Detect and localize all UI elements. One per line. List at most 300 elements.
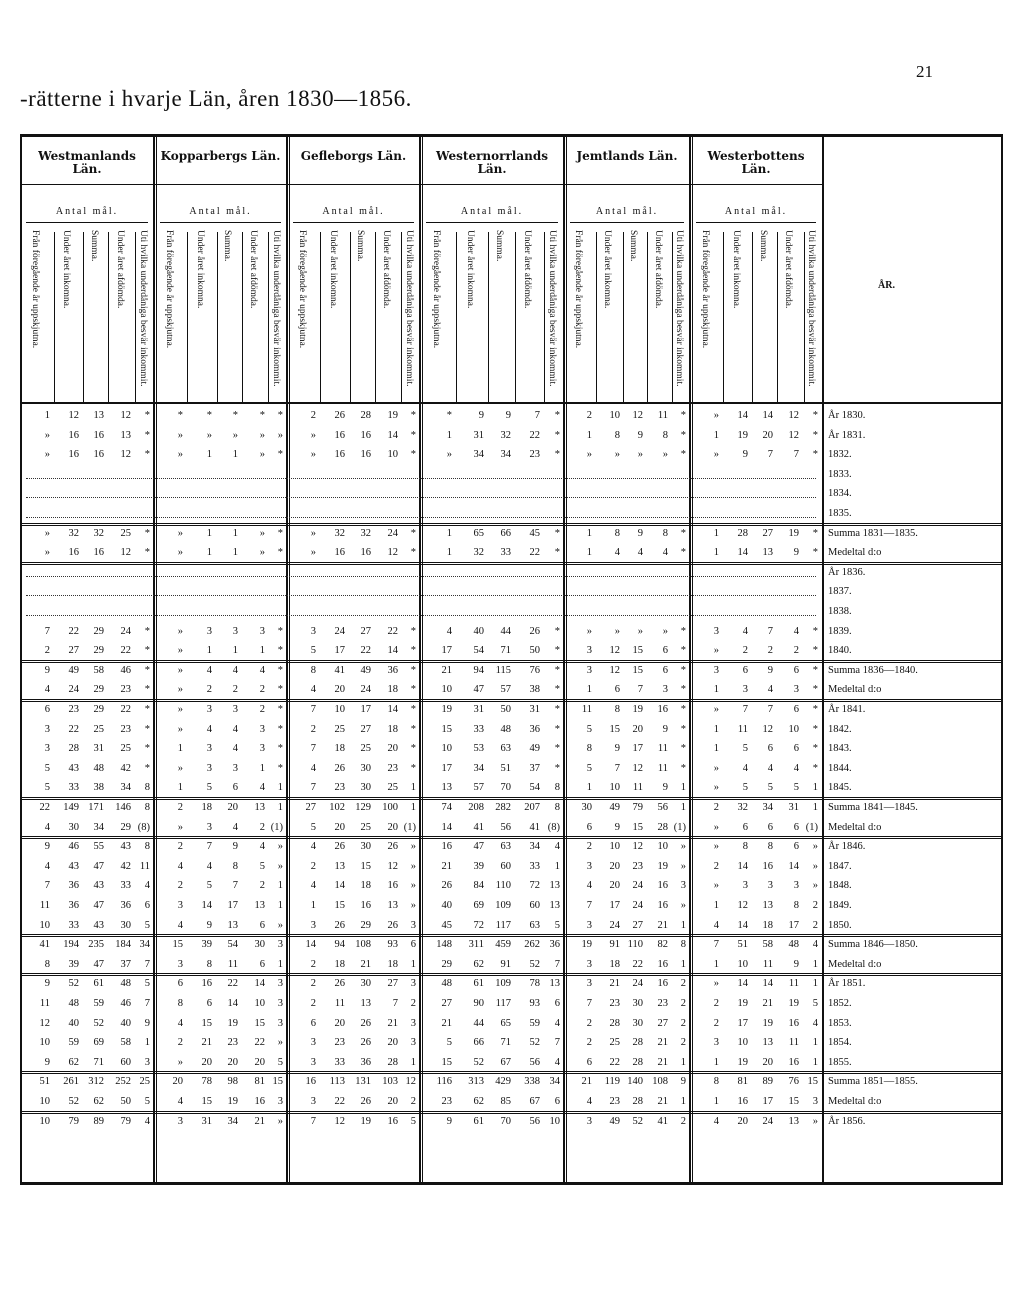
dotted-leader <box>26 478 816 479</box>
double-rule <box>22 934 1001 935</box>
table-cell: 2 <box>713 998 719 1009</box>
table-cell: 1 <box>812 1056 818 1068</box>
table-cell: 10 <box>334 704 345 715</box>
table-cell: 6 <box>767 743 773 755</box>
table-cell: 51 <box>737 939 748 951</box>
table-cell: 21 <box>360 958 371 970</box>
table-cell: 14 <box>762 410 773 421</box>
table-cell: 79 <box>632 802 643 813</box>
table-cell: 13 <box>762 900 773 911</box>
table-cell: 7 <box>534 410 540 421</box>
table-cell: 7 <box>554 958 560 970</box>
table-cell: 50 <box>500 704 511 715</box>
row-label: 1842. <box>828 723 852 735</box>
table-cell: 1 <box>232 645 238 657</box>
table-cell: 66 <box>473 1037 484 1049</box>
table-cell: 3 <box>232 625 238 637</box>
table-cell: 24 <box>387 527 398 539</box>
table-cell: 3 <box>713 664 719 676</box>
table-cell: 25 <box>360 743 371 755</box>
header-rule <box>20 184 822 185</box>
table-cell: 9 <box>680 1076 686 1088</box>
table-cell: 22 <box>360 645 371 657</box>
column-header: Summa. <box>494 230 504 262</box>
table-cell: * <box>554 723 560 735</box>
table-cell: 6 <box>662 645 668 657</box>
table-cell: 5 <box>310 821 316 833</box>
column-header: Uti hvilka underdåniga besvär inkommit. <box>271 230 281 387</box>
table-cell: 2 <box>177 880 183 892</box>
table-cell: * <box>410 684 416 696</box>
table-cell: 50 <box>529 645 540 657</box>
table-cell: 21 <box>762 998 773 1009</box>
table-cell: 22 <box>68 723 79 735</box>
table-cell: * <box>554 429 560 441</box>
table-cell: 42 <box>120 860 131 872</box>
table-cell: 2 <box>812 900 818 911</box>
table-cell: 10 <box>609 782 620 794</box>
table-cell: 16 <box>737 1096 748 1107</box>
table-cell: 3 <box>206 704 212 715</box>
table-cell: * <box>410 664 416 676</box>
table-cell: » <box>680 900 686 911</box>
table-cell: * <box>144 664 150 676</box>
table-cell: 19 <box>788 527 799 539</box>
table-cell: 19 <box>762 1017 773 1029</box>
table-cell: 18 <box>334 743 345 755</box>
column-header: Under året afdömda. <box>115 230 125 309</box>
table-cell: 71 <box>500 645 511 657</box>
column-rule <box>108 232 109 402</box>
column-header: Uti hvilka underdåniga besvär inkommit. <box>138 230 148 387</box>
table-cell: * <box>410 645 416 657</box>
table-cell: 16 <box>387 880 398 892</box>
row-label: År 1856. <box>828 1115 866 1127</box>
double-rule <box>22 799 1001 800</box>
dotted-leader <box>26 517 816 518</box>
column-rule <box>375 232 376 402</box>
table-cell: 13 <box>387 900 398 911</box>
table-cell: 2 <box>44 645 50 657</box>
table-cell: 30 <box>68 821 79 833</box>
table-cell: 52 <box>632 1115 643 1127</box>
table-cell: 47 <box>93 900 104 911</box>
table-cell: » <box>44 547 50 559</box>
table-cell: » <box>637 449 643 461</box>
table-cell: 5 <box>44 782 50 794</box>
table-cell: 1 <box>277 880 283 892</box>
table-cell: 8 <box>144 782 150 794</box>
antal-label: Antal mål. <box>595 206 659 217</box>
table-cell: 3 <box>310 625 316 637</box>
table-cell: 4 <box>206 860 212 872</box>
table-cell: 1 <box>812 782 818 794</box>
table-cell: 2 <box>177 1037 183 1049</box>
double-rule <box>22 836 1001 837</box>
table-cell: 32 <box>500 429 511 441</box>
table-cell: 21 <box>441 860 452 872</box>
table-cell: 21 <box>581 1076 592 1088</box>
table-cell: 41 <box>529 821 540 833</box>
column-header: Uti hvilka underdåniga besvär inkommit. <box>404 230 414 387</box>
table-cell: 27 <box>387 978 398 990</box>
table-cell: 14 <box>441 821 452 833</box>
table-cell: 103 <box>382 1076 398 1088</box>
table-cell: 14 <box>788 860 799 872</box>
row-label: År 1851. <box>828 978 866 990</box>
table-cell: 21 <box>441 664 452 676</box>
table-cell: 6 <box>742 664 748 676</box>
table-cell: 2 <box>259 880 265 892</box>
table-cell: 20 <box>387 743 398 755</box>
row-label: 1837. <box>828 586 852 598</box>
table-cell: 3 <box>310 919 316 931</box>
table-cell: 29 <box>93 645 104 657</box>
column-rule <box>647 232 648 402</box>
double-rule <box>22 525 1001 526</box>
table-cell: 18 <box>360 880 371 892</box>
table-cell: » <box>713 782 719 794</box>
dotted-leader <box>26 576 816 577</box>
table-cell: 25 <box>93 723 104 735</box>
table-cell: * <box>410 625 416 637</box>
table-cell: 4 <box>310 880 316 892</box>
table-cell: 7 <box>767 449 773 461</box>
table-cell: 46 <box>68 841 79 853</box>
header-bottom-rule <box>20 402 1003 404</box>
table-cell: 102 <box>329 802 345 813</box>
double-rule <box>22 936 1001 937</box>
table-cell: 27 <box>441 998 452 1009</box>
table-cell: 20 <box>334 821 345 833</box>
table-cell: » <box>177 664 183 676</box>
table-cell: * <box>812 762 818 774</box>
table-cell: » <box>586 625 592 637</box>
table-cell: 16 <box>360 429 371 441</box>
table-cell: 24 <box>632 900 643 911</box>
table-cell: 34 <box>762 802 773 813</box>
table-cell: 24 <box>68 684 79 696</box>
table-cell: 94 <box>334 939 345 951</box>
row-label: 1847. <box>828 860 852 872</box>
table-cell: * <box>232 410 238 421</box>
table-cell: 59 <box>93 998 104 1009</box>
table-cell: 54 <box>473 645 484 657</box>
table-cell: 8 <box>177 998 183 1009</box>
table-cell: 33 <box>68 919 79 931</box>
table-cell: 14 <box>227 998 238 1009</box>
table-cell: 23 <box>441 1096 452 1107</box>
table-cell: 19 <box>360 1115 371 1127</box>
table-cell: 11 <box>581 704 592 715</box>
table-cell: 17 <box>609 900 620 911</box>
table-cell: 57 <box>473 782 484 794</box>
table-cell: 1 <box>277 958 283 970</box>
table-cell: * <box>144 410 150 421</box>
column-header: Under året inkomna. <box>195 230 205 309</box>
table-cell: 4 <box>310 762 316 774</box>
table-cell: 45 <box>529 527 540 539</box>
table-cell: 13 <box>93 410 104 421</box>
table-cell: 4 <box>713 1115 719 1127</box>
table-cell: 3 <box>767 880 773 892</box>
column-rule <box>752 232 753 402</box>
table-cell: 34 <box>120 782 131 794</box>
row-label: 1844. <box>828 762 852 774</box>
table-cell: 58 <box>762 939 773 951</box>
table-cell: * <box>680 743 686 755</box>
table-cell: 13 <box>788 1115 799 1127</box>
table-cell: 10 <box>441 684 452 696</box>
table-cell: 43 <box>68 762 79 774</box>
table-cell: 13 <box>334 860 345 872</box>
table-cell: » <box>177 704 183 715</box>
table-cell: (8) <box>547 821 560 833</box>
table-cell: 9 <box>44 1056 50 1068</box>
table-cell: 3 <box>206 625 212 637</box>
row-label: Medeltal d:o <box>828 1096 882 1107</box>
table-cell: 16 <box>68 429 79 441</box>
table-cell: 23 <box>609 998 620 1009</box>
table-cell: 16 <box>254 1096 265 1107</box>
table-cell: » <box>177 645 183 657</box>
table-cell: 1 <box>713 429 719 441</box>
table-cell: 33 <box>334 1056 345 1068</box>
row-label: Medeltal d:o <box>828 684 882 696</box>
table-cell: 37 <box>529 762 540 774</box>
table-cell: 18 <box>387 958 398 970</box>
table-cell: 17 <box>762 1096 773 1107</box>
table-cell: * <box>206 410 212 421</box>
table-cell: 72 <box>529 880 540 892</box>
table-cell: 108 <box>355 939 371 951</box>
row-label: Summa 1841—1845. <box>828 802 918 813</box>
table-cell: 311 <box>468 939 484 951</box>
table-cell: 3 <box>206 821 212 833</box>
table-cell: 26 <box>360 1096 371 1107</box>
column-header: Summa. <box>222 230 232 262</box>
table-cell: 38 <box>93 782 104 794</box>
table-cell: 7 <box>742 704 748 715</box>
table-cell: 15 <box>360 860 371 872</box>
table-cell: 11 <box>39 900 50 911</box>
table-cell: 14 <box>762 978 773 990</box>
table-cell: 4 <box>144 1115 150 1127</box>
table-cell: * <box>144 704 150 715</box>
table-cell: 20 <box>762 429 773 441</box>
table-cell: 63 <box>500 743 511 755</box>
table-cell: * <box>554 410 560 421</box>
table-cell: 27 <box>762 527 773 539</box>
table-cell: 12 <box>120 547 131 559</box>
table-cell: 42 <box>120 762 131 774</box>
table-cell: 7 <box>310 782 316 794</box>
table-cell: 19 <box>737 429 748 441</box>
table-cell: » <box>259 547 265 559</box>
table-cell: 338 <box>524 1076 540 1088</box>
table-cell: 3 <box>586 958 592 970</box>
table-cell: 113 <box>329 1076 345 1088</box>
table-cell: 22 <box>334 1096 345 1107</box>
table-cell: 1 <box>206 547 212 559</box>
row-label: 1855. <box>828 1056 852 1068</box>
table-cell: » <box>177 429 183 441</box>
table-cell: 82 <box>657 939 668 951</box>
table-cell: 36 <box>360 1056 371 1068</box>
table-cell: 459 <box>495 939 511 951</box>
table-cell: 17 <box>227 900 238 911</box>
table-cell: 1 <box>586 684 592 696</box>
table-cell: 15 <box>272 1076 283 1088</box>
table-cell: * <box>277 664 283 676</box>
double-rule <box>22 699 1001 700</box>
table-cell: 98 <box>227 1076 238 1088</box>
table-cell: 27 <box>305 802 316 813</box>
table-cell: 3 <box>310 1056 316 1068</box>
table-cell: » <box>586 449 592 461</box>
table-cell: 3 <box>277 1096 283 1107</box>
table-cell: 4 <box>614 547 620 559</box>
table-cell: 3 <box>232 704 238 715</box>
table-cell: 3 <box>410 1017 416 1029</box>
subheader-rule <box>426 222 558 223</box>
double-rule <box>22 701 1001 702</box>
table-cell: 13 <box>762 547 773 559</box>
table-cell: 9 <box>44 978 50 990</box>
table-cell: 16 <box>93 449 104 461</box>
table-cell: 48 <box>788 939 799 951</box>
table-cell: 84 <box>473 880 484 892</box>
table-cell: 79 <box>120 1115 131 1127</box>
row-label: Medeltal d:o <box>828 821 882 833</box>
table-cell: 56 <box>500 821 511 833</box>
table-cell: 28 <box>632 1037 643 1049</box>
table-cell: 8 <box>742 841 748 853</box>
table-cell: 22 <box>529 547 540 559</box>
table-cell: 4 <box>310 684 316 696</box>
table-cell: 20 <box>387 1096 398 1107</box>
table-cell: 47 <box>93 860 104 872</box>
table-cell: 19 <box>657 860 668 872</box>
table-cell: 32 <box>737 802 748 813</box>
table-cell: 21 <box>657 1037 668 1049</box>
table-cell: 30 <box>632 1017 643 1029</box>
table-cell: » <box>177 723 183 735</box>
table-cell: 8 <box>614 704 620 715</box>
table-cell: 10 <box>737 1037 748 1049</box>
table-cell: 36 <box>68 880 79 892</box>
table-cell: * <box>410 762 416 774</box>
table-cell: 15 <box>334 900 345 911</box>
table-cell: 19 <box>441 704 452 715</box>
table-cell: 1 <box>446 547 452 559</box>
table-cell: 4 <box>232 723 238 735</box>
table-cell: 2 <box>410 998 416 1009</box>
table-cell: 22 <box>609 1056 620 1068</box>
table-cell: 23 <box>68 704 79 715</box>
table-cell: 12 <box>762 723 773 735</box>
county-header: Kopparbergs Län. <box>160 149 281 163</box>
table-cell: 16 <box>68 547 79 559</box>
table-cell: 21 <box>657 919 668 931</box>
table-cell: 30 <box>632 998 643 1009</box>
row-label: År 1841. <box>828 704 866 715</box>
table-cell: * <box>812 429 818 441</box>
table-cell: 8 <box>713 1076 719 1088</box>
table-cell: * <box>144 762 150 774</box>
table-cell: 94 <box>473 664 484 676</box>
table-cell: 15 <box>254 1017 265 1029</box>
table-cell: 20 <box>762 1056 773 1068</box>
table-cell: 19 <box>227 1017 238 1029</box>
table-cell: 9 <box>614 821 620 833</box>
column-rule <box>83 232 84 402</box>
table-cell: 67 <box>500 1056 511 1068</box>
table-cell: » <box>713 880 719 892</box>
table-cell: 51 <box>500 762 511 774</box>
table-cell: » <box>410 841 416 853</box>
dotted-leader <box>26 497 816 498</box>
table-cell: 52 <box>93 1017 104 1029</box>
table-cell: 10 <box>387 449 398 461</box>
table-cell: 55 <box>93 841 104 853</box>
table-cell: 4 <box>742 625 748 637</box>
double-rule <box>22 973 1001 974</box>
table-cell: 2 <box>177 841 183 853</box>
table-cell: 20 <box>227 1056 238 1068</box>
table-cell: 8 <box>206 958 212 970</box>
table-cell: 5 <box>586 762 592 774</box>
table-cell: 31 <box>529 704 540 715</box>
table-cell: 33 <box>68 782 79 794</box>
table-cell: » <box>713 704 719 715</box>
table-cell: 3 <box>259 743 265 755</box>
table-cell: 26 <box>387 919 398 931</box>
table-cell: 76 <box>529 664 540 676</box>
table-cell: 5 <box>277 1056 283 1068</box>
double-rule <box>22 523 1001 524</box>
table-cell: 4 <box>446 625 452 637</box>
table-cell: 1 <box>713 900 719 911</box>
table-cell: * <box>554 527 560 539</box>
table-cell: 26 <box>334 841 345 853</box>
table-cell: 16 <box>657 900 668 911</box>
table-cell: 13 <box>254 900 265 911</box>
table-cell: 6 <box>206 998 212 1009</box>
table-cell: 33 <box>500 547 511 559</box>
table-cell: 67 <box>529 1096 540 1107</box>
table-cell: 20 <box>387 821 398 833</box>
table-cell: 8 <box>586 743 592 755</box>
table-cell: 1 <box>586 429 592 441</box>
table-cell: * <box>259 410 265 421</box>
table-cell: * <box>680 645 686 657</box>
table-cell: 6 <box>793 821 799 833</box>
table-cell: 18 <box>387 684 398 696</box>
table-cell: » <box>259 527 265 539</box>
table-cell: 11 <box>657 410 668 421</box>
table-cell: 21 <box>201 1037 212 1049</box>
table-cell: 11 <box>737 723 748 735</box>
table-cell: * <box>680 449 686 461</box>
table-cell: » <box>662 625 668 637</box>
table-cell: 14 <box>737 978 748 990</box>
table-cell: 78 <box>201 1076 212 1088</box>
antal-label: Antal mål. <box>189 206 252 217</box>
table-cell: * <box>277 743 283 755</box>
table-cell: » <box>277 860 283 872</box>
table-cell: 4 <box>44 684 50 696</box>
